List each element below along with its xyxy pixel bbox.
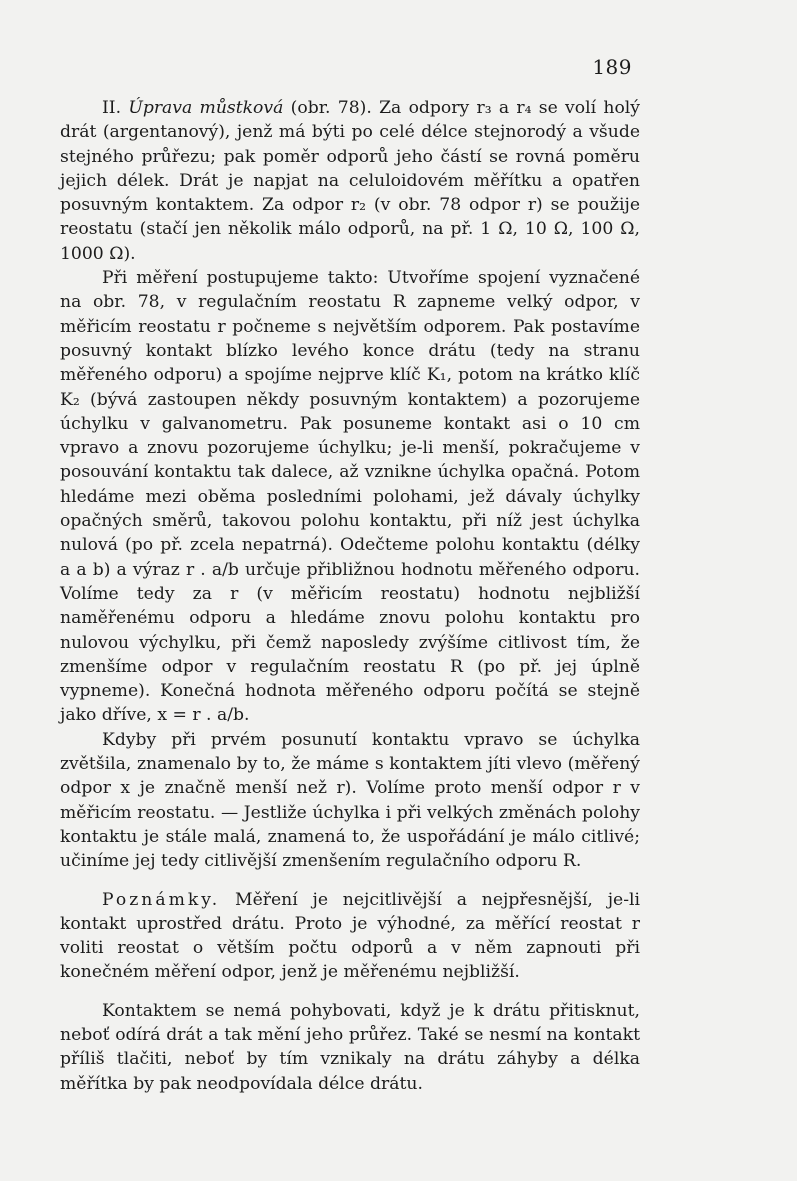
paragraph-contact: Kontaktem se nemá pohybovati, když je k drátu přitisknut, neboť odírá drát a tak mění jeho průřez. Také se nesmí na kontakt příliš tlačiti, neboť by tím vznikaly na drátu záhyby a délka měřítka by pak neodpovídala délce drátu. (60, 1000, 640, 1094)
paragraph-deflection: Kdyby při prvém posunutí kontaktu vpravo se úchylka zvětšila, znamenalo by to, že máme s kontaktem jíti vlevo (měřený odpor x je značně menší než r). Volíme proto menší odpor r v měřicím reostatu. — Jestliže úchylka i při velkých změnách polohy kontaktu je stále malá, znamená to, že uspořádání je málo citlivé; učiníme jej tedy citlivější zmenšením regulačního odporu R. (60, 729, 640, 872)
paragraph-procedure: Při měření postupujeme takto: Utvoříme spojení vyznačené na obr. 78, v regulačním reostatu R zapneme velký odpor, v měřicím reostatu r počneme s největším odporem. Pak postavíme posuvný kontakt blízko levého konce drátu (tedy na stranu měřeného odporu) a spojíme nejprve klíč K₁, potom na krátko klíč K₂ (bývá zastoupen někdy posuvným kontaktem) a pozorujeme úchylku v galvanometru. Pak posuneme kontakt asi o 10 cm vpravo a znovu pozorujeme úchylku; je-li menší, pokračujeme v posouvání kontaktu tak dalece, až vznikne úchylka opačná. Potom hledáme mezi oběma posledními polohami, jež dávaly úchylky opačných směrů, takovou polohu kontaktu, při níž jest úchylka nulová (po př. zcela nepatrná). Odečteme polohu kontaktu (délky a a b) a výraz r . a/b určuje přibližnou hodnotu měřeného odporu. Volíme tedy za r (v měřicím reostatu) hodnotu nejbližší naměřenému odporu a hledáme znovu polohu kontaktu pro nulovou výchylku, při čemž naposledy zvýšíme citlivost tím, že zmenšíme odpor v regulačním reostatu R (po př. jej úplně vypneme). Konečná hodnota měřeného odporu počítá se stejně jako dříve, x = r . a/b. (60, 268, 640, 726)
section-title: Úprava můstková (128, 98, 284, 118)
notes-label: Poznámky. (102, 889, 221, 910)
notes-text: Měření je nejcitlivější a nejpřesnější, je-li kontakt uprostřed drátu. Proto je výhodné, za měřící reostat r voliti reostat o větším počtu odporů a v něm zapnouti při konečném měření odpor, jenž je měřenému nejbližší. (60, 889, 640, 983)
paragraph-bridge-setup (60, 96, 640, 266)
page-number: 189 (592, 55, 632, 79)
page-body (60, 96, 640, 1096)
paragraph-text: (obr. 78). Za odpory r₃ a r₄ se volí holý drát (argentanový), jenž má býti po celé délce stejnorodý a všude stejného průřezu; pak poměr odporů jeho částí se rovná poměru jejich délek. Drát je napjat na celuloidovém měřítku a opatřen posuvným kontaktem. Za odpor r₂ (v obr. 78 odpor r) se použije reostatu (stačí jen několik málo odporů, na př. 1 Ω, 10 Ω, 100 Ω, 1000 Ω). (60, 98, 641, 264)
paragraph-notes (60, 888, 640, 985)
section-label: II. (102, 98, 122, 118)
